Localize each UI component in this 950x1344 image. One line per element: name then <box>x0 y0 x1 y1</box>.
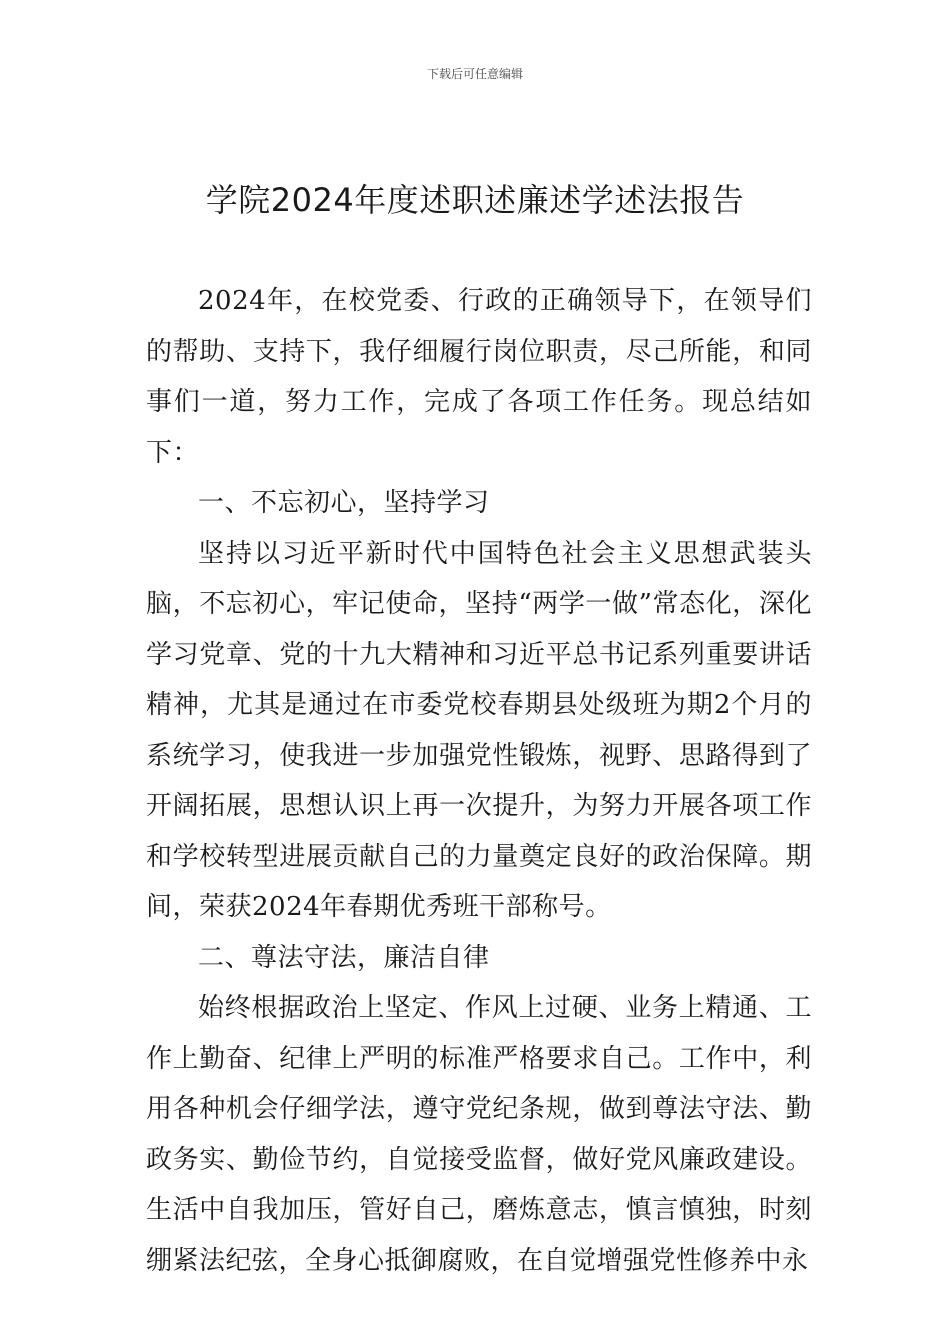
paragraph-study: 坚持以习近平新时代中国特色社会主义思想武装头脑，不忘初心，牢记使命，坚持“两学一做”常态化，深化学习党章、党的十九大精神和习近平总书记系列重要讲话精神，尤其是通过在市委党校春期县处级班为期2个月的系统学习，使我进一步加强党性锻炼，视野、思路得到了开阔拓展，思想认识上再一次提升，为努力开展各项工作和学校转型进展贡献自己的力量奠定良好的政治保障。期间，荣获2024年春期优秀班干部称号。 <box>146 538 812 922</box>
paragraph-integrity: 始终根据政治上坚定、作风上过硬、业务上精通、工作上勤奋、纪律上严明的标准严格要求自己。工作中，利用各种机会仔细学法，遵守党纪条规，做到尊法守法、勤政务实、勤俭节约，自觉接受监督，做好党风廉政建设。生活中自我加压，管好自己，磨炼意志，慎言慎独，时刻绷紧法纪弦，全身心抵御腐败，在自觉增强党性修养中永 <box>146 993 812 1276</box>
section-heading-1: 一、不忘初心，坚持学习 <box>198 488 490 518</box>
document-title: 学院2024年度述职述廉述学述法报告 <box>205 181 745 219</box>
section-heading-2: 二、尊法守法，廉洁自律 <box>198 942 490 973</box>
download-watermark: 下载后可任意编辑 <box>426 67 523 81</box>
document-body <box>146 276 812 1286</box>
paragraph-intro: 2024年，在校党委、行政的正确领导下，在领导们的帮助、支持下，我仔细履行岗位职责，尽己所能，和同事们一道，努力工作，完成了各项工作任务。现总结如下： <box>146 286 812 468</box>
